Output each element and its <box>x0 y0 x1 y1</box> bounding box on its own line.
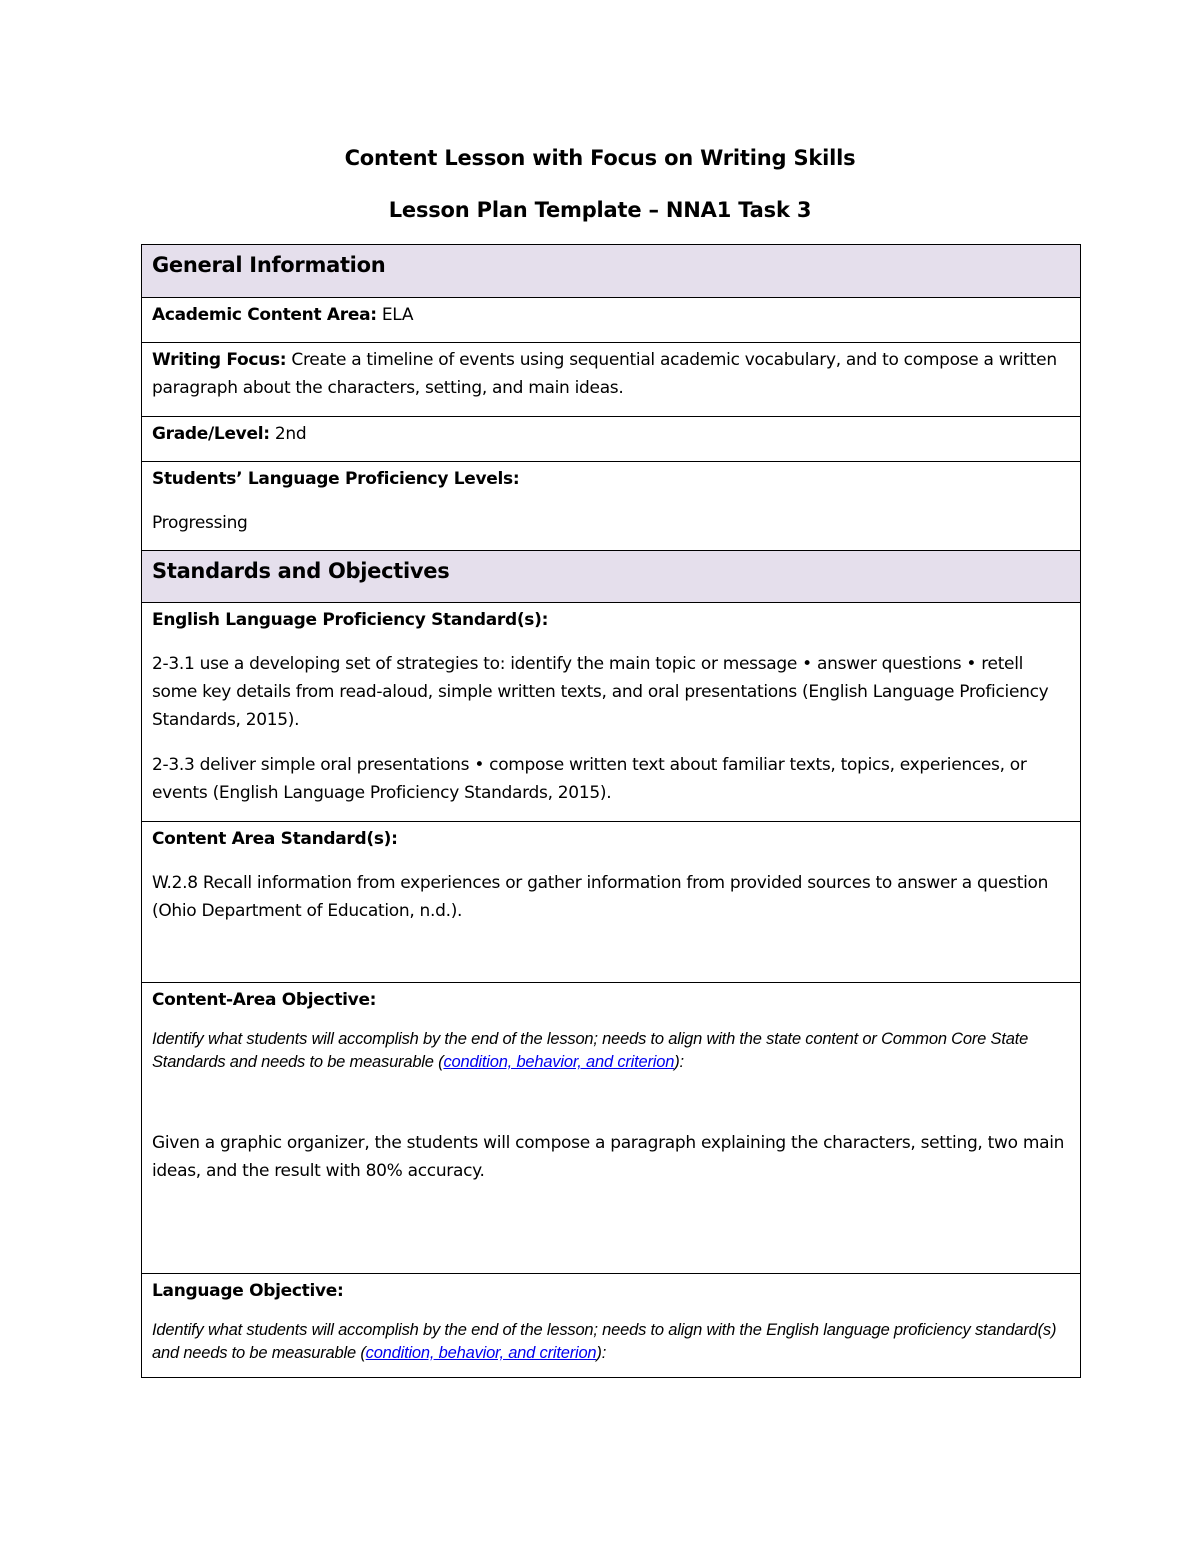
content-area-objective-instructions-end: ): <box>674 1053 684 1071</box>
elp-standard-2-3-3: 2-3.3 deliver simple oral presentations • compose written text about familiar texts, topics, experiences, or events (English Language Proficiency Standards, 2015). <box>152 755 1027 803</box>
academic-content-area-label: Academic Content Area: <box>152 305 377 325</box>
content-area-standards-row <box>142 822 1081 983</box>
academic-content-area-row <box>142 298 1081 343</box>
elp-standards-row <box>142 603 1081 822</box>
content-area-objective-instructions <box>152 1028 1070 1074</box>
content-area-objective-value: Given a graphic organizer, the students will compose a paragraph explaining the characters, setting, two main ideas, and the result with 80% accuracy. <box>152 1133 1065 1181</box>
grade-level-value: 2nd <box>269 424 307 444</box>
language-objective-instructions <box>152 1319 1070 1365</box>
writing-focus-row <box>142 343 1081 417</box>
content-area-objective-row <box>142 983 1081 1274</box>
document-title: Content Lesson with Focus on Writing Skills <box>344 146 856 170</box>
document-subtitle: Lesson Plan Template – NNA1 Task 3 <box>388 198 812 222</box>
condition-behavior-criterion-link[interactable]: condition, behavior, and criterion <box>443 1053 675 1071</box>
grade-level-label: Grade/Level: <box>152 424 270 444</box>
standards-objectives-heading: Standards and Objectives <box>142 551 1081 603</box>
standards-objectives-header-row <box>142 551 1081 603</box>
language-proficiency-row <box>142 462 1081 551</box>
content-area-standards-label: Content Area Standard(s): <box>152 829 398 849</box>
lesson-plan-table <box>141 244 1081 1378</box>
academic-content-area-value: ELA <box>376 305 414 325</box>
language-proficiency-value: Progressing <box>152 513 248 533</box>
language-proficiency-label: Students’ Language Proficiency Levels: <box>152 469 520 489</box>
general-information-heading: General Information <box>142 245 1081 298</box>
language-objective-instructions-text: Identify what students will accomplish by the end of the lesson; needs to align with the English language proficiency standard(s) and needs to be measurable ( <box>152 1321 1057 1362</box>
content-area-objective-label: Content-Area Objective: <box>152 990 377 1010</box>
content-area-standard-w28: W.2.8 Recall information from experiences or gather information from provided sources to answer a question (Ohio Department of Education, n.d.). <box>152 873 1049 921</box>
writing-focus-value: Create a timeline of events using sequential academic vocabulary, and to compose a written paragraph about the characters, setting, and main ideas. <box>152 350 1057 398</box>
grade-level-row <box>142 417 1081 462</box>
condition-behavior-criterion-link[interactable]: condition, behavior, and criterion <box>365 1344 597 1362</box>
general-information-header-row <box>142 245 1081 298</box>
language-objective-row <box>142 1274 1081 1378</box>
elp-standards-label: English Language Proficiency Standard(s): <box>152 610 549 630</box>
writing-focus-label: Writing Focus: <box>152 350 287 370</box>
content-area-objective-instructions-text: Identify what students will accomplish by the end of the lesson; needs to align with the state content or Common Core State Standards and needs to be measurable ( <box>152 1030 1029 1071</box>
elp-standard-2-3-1: 2-3.1 use a developing set of strategies to: identify the main topic or message • answer questions • retell some key details from read-aloud, simple written texts, and oral presentations (English Language Proficiency Standards, 2015). <box>152 654 1049 730</box>
language-objective-label: Language Objective: <box>152 1281 344 1301</box>
language-objective-instructions-end: ): <box>596 1344 607 1362</box>
